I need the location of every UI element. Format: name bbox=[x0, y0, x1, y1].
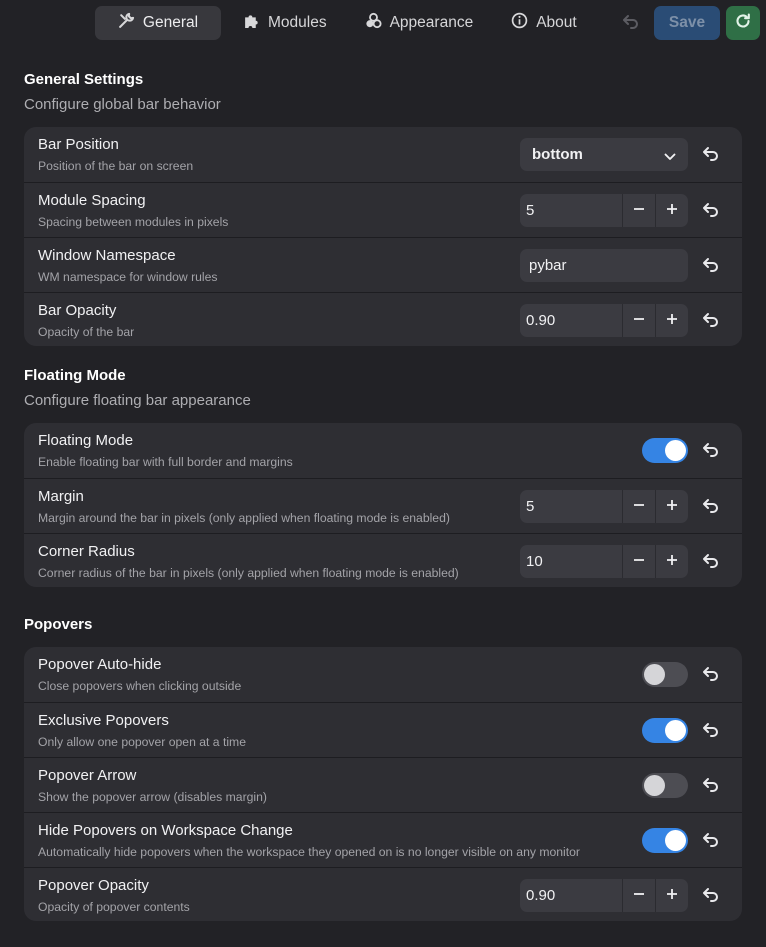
exclusive-popovers-switch[interactable] bbox=[642, 718, 688, 743]
bar-position-dropdown[interactable] bbox=[520, 138, 688, 171]
switch-knob bbox=[644, 664, 665, 685]
revert-button[interactable] bbox=[694, 772, 728, 800]
floating-mode-card bbox=[24, 423, 742, 587]
revert-button[interactable] bbox=[694, 307, 728, 335]
section-description-general: Configure global bar behavior bbox=[24, 96, 221, 113]
minus-icon bbox=[633, 887, 645, 905]
row-subtitle: Show the popover arrow (disables margin) bbox=[38, 790, 267, 804]
wrench-icon bbox=[118, 12, 135, 34]
undo-icon bbox=[702, 497, 720, 518]
tab-label: General bbox=[142, 14, 199, 31]
row-bar-position bbox=[24, 127, 742, 182]
decrement-button[interactable] bbox=[622, 879, 655, 912]
tab-appearance[interactable] bbox=[349, 6, 490, 40]
revert-button[interactable] bbox=[694, 661, 728, 689]
row-subtitle: Opacity of the bar bbox=[38, 325, 135, 339]
increment-button[interactable] bbox=[655, 545, 688, 578]
decrement-button[interactable] bbox=[622, 545, 655, 578]
row-title: Bar Opacity bbox=[38, 302, 117, 319]
palette-icon bbox=[365, 12, 382, 34]
revert-button[interactable] bbox=[694, 548, 728, 576]
spinner-value[interactable]: 10 bbox=[526, 553, 543, 570]
row-window-namespace bbox=[24, 237, 742, 292]
switch-knob bbox=[644, 775, 665, 796]
undo-icon bbox=[702, 201, 720, 222]
switch-knob bbox=[665, 830, 686, 851]
increment-button[interactable] bbox=[655, 490, 688, 523]
revert-button[interactable] bbox=[694, 197, 728, 225]
row-floating-mode bbox=[24, 423, 742, 478]
reload-button[interactable] bbox=[726, 6, 760, 40]
plus-icon bbox=[666, 887, 678, 905]
revert-button[interactable] bbox=[694, 252, 728, 280]
increment-button[interactable] bbox=[655, 194, 688, 227]
switch-knob bbox=[665, 440, 686, 461]
section-title-popovers: Popovers bbox=[24, 616, 93, 633]
undo-icon bbox=[702, 552, 720, 573]
row-subtitle: Automatically hide popovers when the workspace they opened on is no longer visible on any monitor bbox=[38, 845, 580, 859]
tab-general[interactable] bbox=[95, 6, 221, 40]
row-margin bbox=[24, 478, 742, 533]
decrement-button[interactable] bbox=[622, 490, 655, 523]
window-namespace-input[interactable]: pybar bbox=[520, 249, 688, 282]
spinner-value[interactable]: 5 bbox=[526, 202, 535, 219]
spinner-value[interactable]: 5 bbox=[526, 498, 535, 515]
popover-opacity-spinner bbox=[520, 879, 688, 912]
floating-mode-switch[interactable] bbox=[642, 438, 688, 463]
puzzle-icon bbox=[243, 12, 260, 34]
spinner-value[interactable]: 0.90 bbox=[526, 887, 556, 904]
tab-label: Appearance bbox=[389, 14, 474, 31]
save-button[interactable]: Save bbox=[654, 6, 720, 40]
minus-icon bbox=[633, 312, 645, 330]
row-title: Corner Radius bbox=[38, 543, 135, 560]
minus-icon bbox=[633, 498, 645, 516]
tab-bar bbox=[95, 6, 593, 40]
row-title: Exclusive Popovers bbox=[38, 712, 169, 729]
decrement-button[interactable] bbox=[622, 194, 655, 227]
undo-icon bbox=[702, 256, 720, 277]
row-title: Bar Position bbox=[38, 136, 119, 153]
module-spacing-spinner bbox=[520, 194, 688, 227]
tab-modules[interactable] bbox=[227, 6, 343, 40]
popovers-card bbox=[24, 647, 742, 921]
bar-opacity-spinner bbox=[520, 304, 688, 337]
row-title: Module Spacing bbox=[38, 192, 146, 209]
revert-button[interactable] bbox=[694, 717, 728, 745]
row-title: Hide Popovers on Workspace Change bbox=[38, 822, 293, 839]
row-subtitle: Opacity of popover contents bbox=[38, 900, 190, 914]
row-title: Popover Arrow bbox=[38, 767, 137, 784]
row-popover-auto-hide bbox=[24, 647, 742, 702]
undo-icon bbox=[702, 145, 720, 166]
revert-button[interactable] bbox=[694, 493, 728, 521]
tab-label: About bbox=[536, 14, 577, 31]
general-settings-card bbox=[24, 127, 742, 346]
undo-icon bbox=[622, 13, 640, 34]
row-title: Floating Mode bbox=[38, 432, 134, 449]
row-popover-opacity bbox=[24, 867, 742, 921]
minus-icon bbox=[633, 202, 645, 220]
tab-about[interactable] bbox=[495, 6, 593, 40]
row-subtitle: Spacing between modules in pixels bbox=[38, 215, 229, 229]
chevron-down-icon bbox=[664, 149, 676, 166]
undo-icon bbox=[702, 831, 720, 852]
undo-icon bbox=[702, 311, 720, 332]
undo-icon bbox=[702, 441, 720, 462]
revert-button[interactable] bbox=[694, 437, 728, 465]
tab-label: Modules bbox=[268, 14, 327, 31]
margin-spinner bbox=[520, 490, 688, 523]
popover-arrow-switch[interactable] bbox=[642, 773, 688, 798]
plus-icon bbox=[666, 202, 678, 220]
row-popover-arrow bbox=[24, 757, 742, 812]
switch-knob bbox=[665, 720, 686, 741]
spinner-value[interactable]: 0.90 bbox=[526, 312, 556, 329]
corner-radius-spinner bbox=[520, 545, 688, 578]
plus-icon bbox=[666, 553, 678, 571]
row-title: Popover Opacity bbox=[38, 877, 149, 894]
undo-icon bbox=[702, 665, 720, 686]
undo-icon bbox=[702, 886, 720, 907]
section-description-floating: Configure floating bar appearance bbox=[24, 392, 251, 409]
row-exclusive-popovers bbox=[24, 702, 742, 757]
refresh-icon bbox=[734, 12, 752, 35]
increment-button[interactable] bbox=[655, 879, 688, 912]
row-subtitle: Margin around the bar in pixels (only applied when floating mode is enabled) bbox=[38, 511, 450, 525]
section-title-floating: Floating Mode bbox=[24, 367, 126, 384]
increment-button[interactable] bbox=[655, 304, 688, 337]
undo-icon bbox=[702, 776, 720, 797]
dropdown-value: bottom bbox=[532, 146, 583, 163]
row-subtitle: Corner radius of the bar in pixels (only applied when floating mode is enabled) bbox=[38, 566, 459, 580]
row-hide-popovers-workspace bbox=[24, 812, 742, 867]
decrement-button[interactable] bbox=[622, 304, 655, 337]
revert-button[interactable] bbox=[694, 141, 728, 169]
row-module-spacing bbox=[24, 182, 742, 237]
row-corner-radius bbox=[24, 533, 742, 587]
popover-auto-hide-switch[interactable] bbox=[642, 662, 688, 687]
revert-button[interactable] bbox=[694, 882, 728, 910]
hide-popovers-workspace-switch[interactable] bbox=[642, 828, 688, 853]
row-subtitle: Position of the bar on screen bbox=[38, 159, 194, 173]
plus-icon bbox=[666, 498, 678, 516]
row-title: Popover Auto-hide bbox=[38, 656, 162, 673]
info-icon bbox=[511, 12, 528, 34]
row-title: Window Namespace bbox=[38, 247, 176, 264]
row-bar-opacity bbox=[24, 292, 742, 346]
revert-button[interactable] bbox=[694, 827, 728, 855]
row-subtitle: Close popovers when clicking outside bbox=[38, 679, 242, 693]
header-bar bbox=[0, 0, 766, 46]
row-subtitle: Enable floating bar with full border and margins bbox=[38, 455, 293, 469]
row-title: Margin bbox=[38, 488, 84, 505]
plus-icon bbox=[666, 312, 678, 330]
undo-icon bbox=[702, 721, 720, 742]
row-subtitle: Only allow one popover open at a time bbox=[38, 735, 246, 749]
section-title-general: General Settings bbox=[24, 71, 144, 88]
row-subtitle: WM namespace for window rules bbox=[38, 270, 218, 284]
undo-button[interactable] bbox=[614, 6, 648, 40]
minus-icon bbox=[633, 553, 645, 571]
